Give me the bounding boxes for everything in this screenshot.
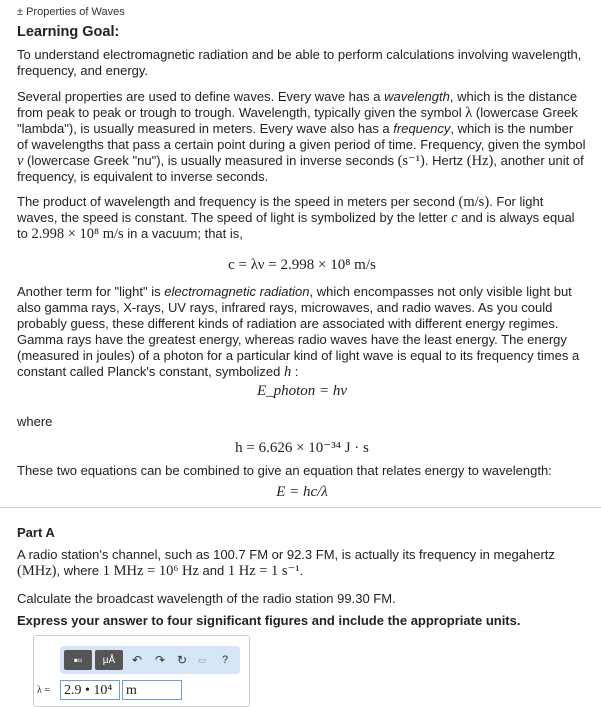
planck-constant-equation: h = 6.626 × 10⁻³⁴ J · s	[235, 440, 369, 456]
section-divider	[0, 507, 601, 508]
text-segment: in a vacuum; that is,	[123, 226, 243, 241]
text-segment: Several properties are used to define waves. Every wave has a	[17, 89, 385, 104]
inline-term: wavelength	[384, 89, 450, 104]
text-segment: , which is the distance from peak to peak or trough to trough. Wavelength, typically given the symbol	[17, 89, 578, 120]
text-segment: , which is the number of wavelengths that pass a certain point during a given period of time. Frequency, given the symbol	[17, 121, 586, 152]
text-segment: . For light waves, the speed is constant. The speed of light is symbolized by the letter	[17, 194, 544, 225]
answer-value-input[interactable]: 2.9 • 10⁴	[60, 680, 120, 700]
text-segment: .	[299, 563, 304, 578]
inline-term: 1 MHz = 10⁶ Hz	[102, 563, 199, 579]
math-toolbar	[60, 646, 240, 674]
wave-properties-paragraph	[17, 89, 587, 185]
inline-term: ν	[17, 153, 24, 169]
text-segment: To understand electromagnetic radiation and be able to perform calculations involving wavelength, frequency, and energy.	[17, 47, 582, 78]
learning-goal-heading: Learning Goal:	[17, 24, 120, 40]
speed-paragraph	[17, 194, 587, 242]
inline-term: h	[283, 364, 292, 380]
answer-label: λ =	[37, 685, 50, 696]
text-segment: and	[198, 563, 228, 578]
em-radiation-paragraph	[17, 284, 587, 380]
combined-paragraph	[17, 463, 587, 479]
text-segment: (lowercase Greek "lambda"), is usually measured in meters. Every wave also has a	[17, 105, 578, 136]
goal-paragraph	[17, 47, 587, 79]
inline-term: frequency	[393, 121, 451, 136]
text-segment: These two equations can be combined to give an equation that relates energy to wavelength:	[17, 463, 552, 478]
templates-icon[interactable]: ▪▫	[64, 650, 92, 670]
photon-energy-equation: E_photon = hν	[256, 383, 348, 399]
text-segment: :	[291, 364, 299, 379]
answer-unit-input[interactable]: m	[122, 680, 182, 700]
text-segment: , where	[56, 563, 103, 578]
inline-term: electromagnetic radiation	[164, 284, 310, 299]
inline-term: 1 Hz = 1 s⁻¹	[227, 563, 300, 579]
inline-term: (s⁻¹)	[397, 153, 425, 169]
inline-term: (Hz)	[466, 153, 494, 169]
text-segment: , another unit of frequency, is equivalent to inverse seconds.	[17, 153, 584, 184]
where-text	[17, 414, 587, 430]
inline-term: c	[451, 210, 458, 226]
part-a-heading: Part A	[17, 525, 55, 540]
text-segment: . Hertz	[424, 153, 467, 168]
text-segment: The product of wavelength and frequency is the speed in meters per second	[17, 194, 459, 209]
energy-wavelength-equation: E = hc/λ	[276, 484, 328, 500]
inline-term: λ	[465, 105, 473, 121]
help-button[interactable]: ?	[222, 654, 229, 666]
keyboard-icon[interactable]: ▭	[198, 654, 207, 665]
text-segment: Calculate the broadcast wavelength of the radio station 99.30 FM.	[17, 591, 396, 606]
text-segment: , which encompasses not only visible light but also gamma rays, X-rays, UV rays, infrared rays, microwaves, and radio waves. As you could probably guess, these different kinds of radiation are associated with different energy regimes. Gamma rays have the greatest energy, whereas radio waves have the least energy. The energy (measured in joules) of a photon for a particular kind of light wave is equal to its frequency times a constant called Planck's constant, symbolized	[17, 284, 580, 379]
inline-term: 2.998 × 10⁸ m/s	[31, 226, 124, 242]
answer-box	[33, 635, 250, 707]
text-segment: (lowercase Greek "nu"), is usually measured in inverse seconds	[23, 153, 398, 168]
units-button[interactable]: μÅ	[95, 650, 123, 670]
text-segment: and is always equal to	[17, 210, 575, 241]
text-segment: A radio station's channel, such as 100.7 FM or 92.3 FM, is actually its frequency in megahertz	[17, 547, 555, 562]
undo-icon[interactable]: ↶	[132, 653, 143, 667]
text-segment: where	[17, 414, 53, 429]
redo-icon[interactable]: ↷	[155, 653, 166, 667]
answer-instruction: Express your answer to four significant figures and include the appropriate units.	[17, 613, 521, 628]
inline-term: (MHz)	[17, 563, 57, 579]
assignment-title: ± Properties of Waves	[17, 6, 125, 18]
speed-of-light-equation: c = λν = 2.998 × 10⁸ m/s	[228, 257, 376, 273]
reset-icon[interactable]: ↻	[177, 653, 188, 667]
radio-station-paragraph	[17, 547, 587, 579]
question-text	[17, 591, 587, 607]
inline-term: (m/s)	[458, 194, 490, 210]
text-segment: Another term for "light" is	[17, 284, 165, 299]
